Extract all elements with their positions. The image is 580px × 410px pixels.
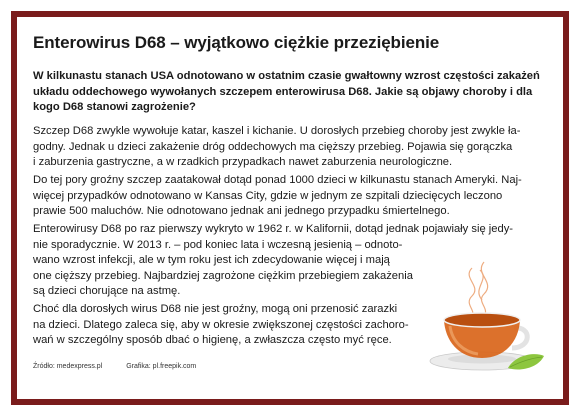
paragraph-line: prawie 500 maluchów. Nie odnotowano jednak ani jednego przypadku śmiertelnego. (33, 205, 450, 218)
paragraph-cases (33, 173, 543, 220)
graphics-credit: Grafika: pl.freepik.com (126, 363, 197, 370)
paragraph-symptoms (33, 124, 543, 171)
paragraph-line: Enterowirusy D68 po raz pierwszy wykryto w 1962 r. w Kalifornii, dotąd jednak pojawiały się jedy- (33, 223, 514, 235)
paragraph-line: Choć dla dorosłych wirus D68 nie jest groźny, mogą oni przenosić zarazki (33, 303, 398, 315)
paragraph-line: i zaburzenia gastryczne, a w rzadkich przypadkach nawet zaburzenia neurologiczne. (33, 156, 453, 169)
paragraph-line: wań w szczególny sposób dbać o higienę, a zwłaszcza często myć ręce. (33, 334, 392, 347)
lead-line: kogo D68 stanowi zagrożenie? (33, 101, 196, 114)
paragraph-line: wano wzrost infekcji, ale w tym roku jest ich zdecydowanie więcej i mają (33, 254, 390, 267)
paragraph-line: na dzieci. Dlatego zaleca się, aby w okresie zwiększonej częstości zachoro- (33, 318, 409, 331)
paragraph-line: więcej przypadków odnotowano w Kansas City, gdzie w jednym ze szpitali dziecięcych leczono (33, 189, 503, 202)
footer-credits (33, 363, 196, 370)
paragraph-line: one cięższy przebieg. Najbardziej zagrożone ciężkim przebiegiem zakażenia (33, 269, 413, 282)
steam-icon (469, 262, 488, 316)
paragraph-line: Szczep D68 zwykle wywołuje katar, kaszel i kichanie. U dorosłych przebieg choroby jest zwykle ła- (33, 125, 521, 137)
source-credit: Źródło: medexpress.pl (33, 363, 103, 370)
paragraph-line: nie sporadycznie. W 2013 r. – pod koniec lata i wczesną jesienią – odnoto- (33, 238, 403, 251)
article-lead (33, 69, 543, 116)
paragraph-line: Do tej pory groźny szczep zaatakował dotąd ponad 1000 dzieci w kilkunastu stanach Ameryki. Naj- (33, 174, 522, 186)
lead-line: W kilkunastu stanach USA odnotowano w ostatnim czasie gwałtowny wzrost częstości zakażeń (33, 70, 540, 82)
paragraph-line: godny. Jednak u dzieci zakażenie dróg oddechowych ma cięższy przebieg. Pojawia się gorączka (33, 140, 513, 153)
teacup-illustration (420, 248, 548, 376)
paragraph-line: są dzieci chorujące na astmę. (33, 285, 181, 298)
article-title: Enterowirus D68 – wyjątkowo ciężkie przeziębienie (33, 33, 440, 52)
lead-line: układu oddechowego wywołanych szczepem enterowirusa D68. Jakie są objawy choroby i dla (33, 85, 533, 98)
